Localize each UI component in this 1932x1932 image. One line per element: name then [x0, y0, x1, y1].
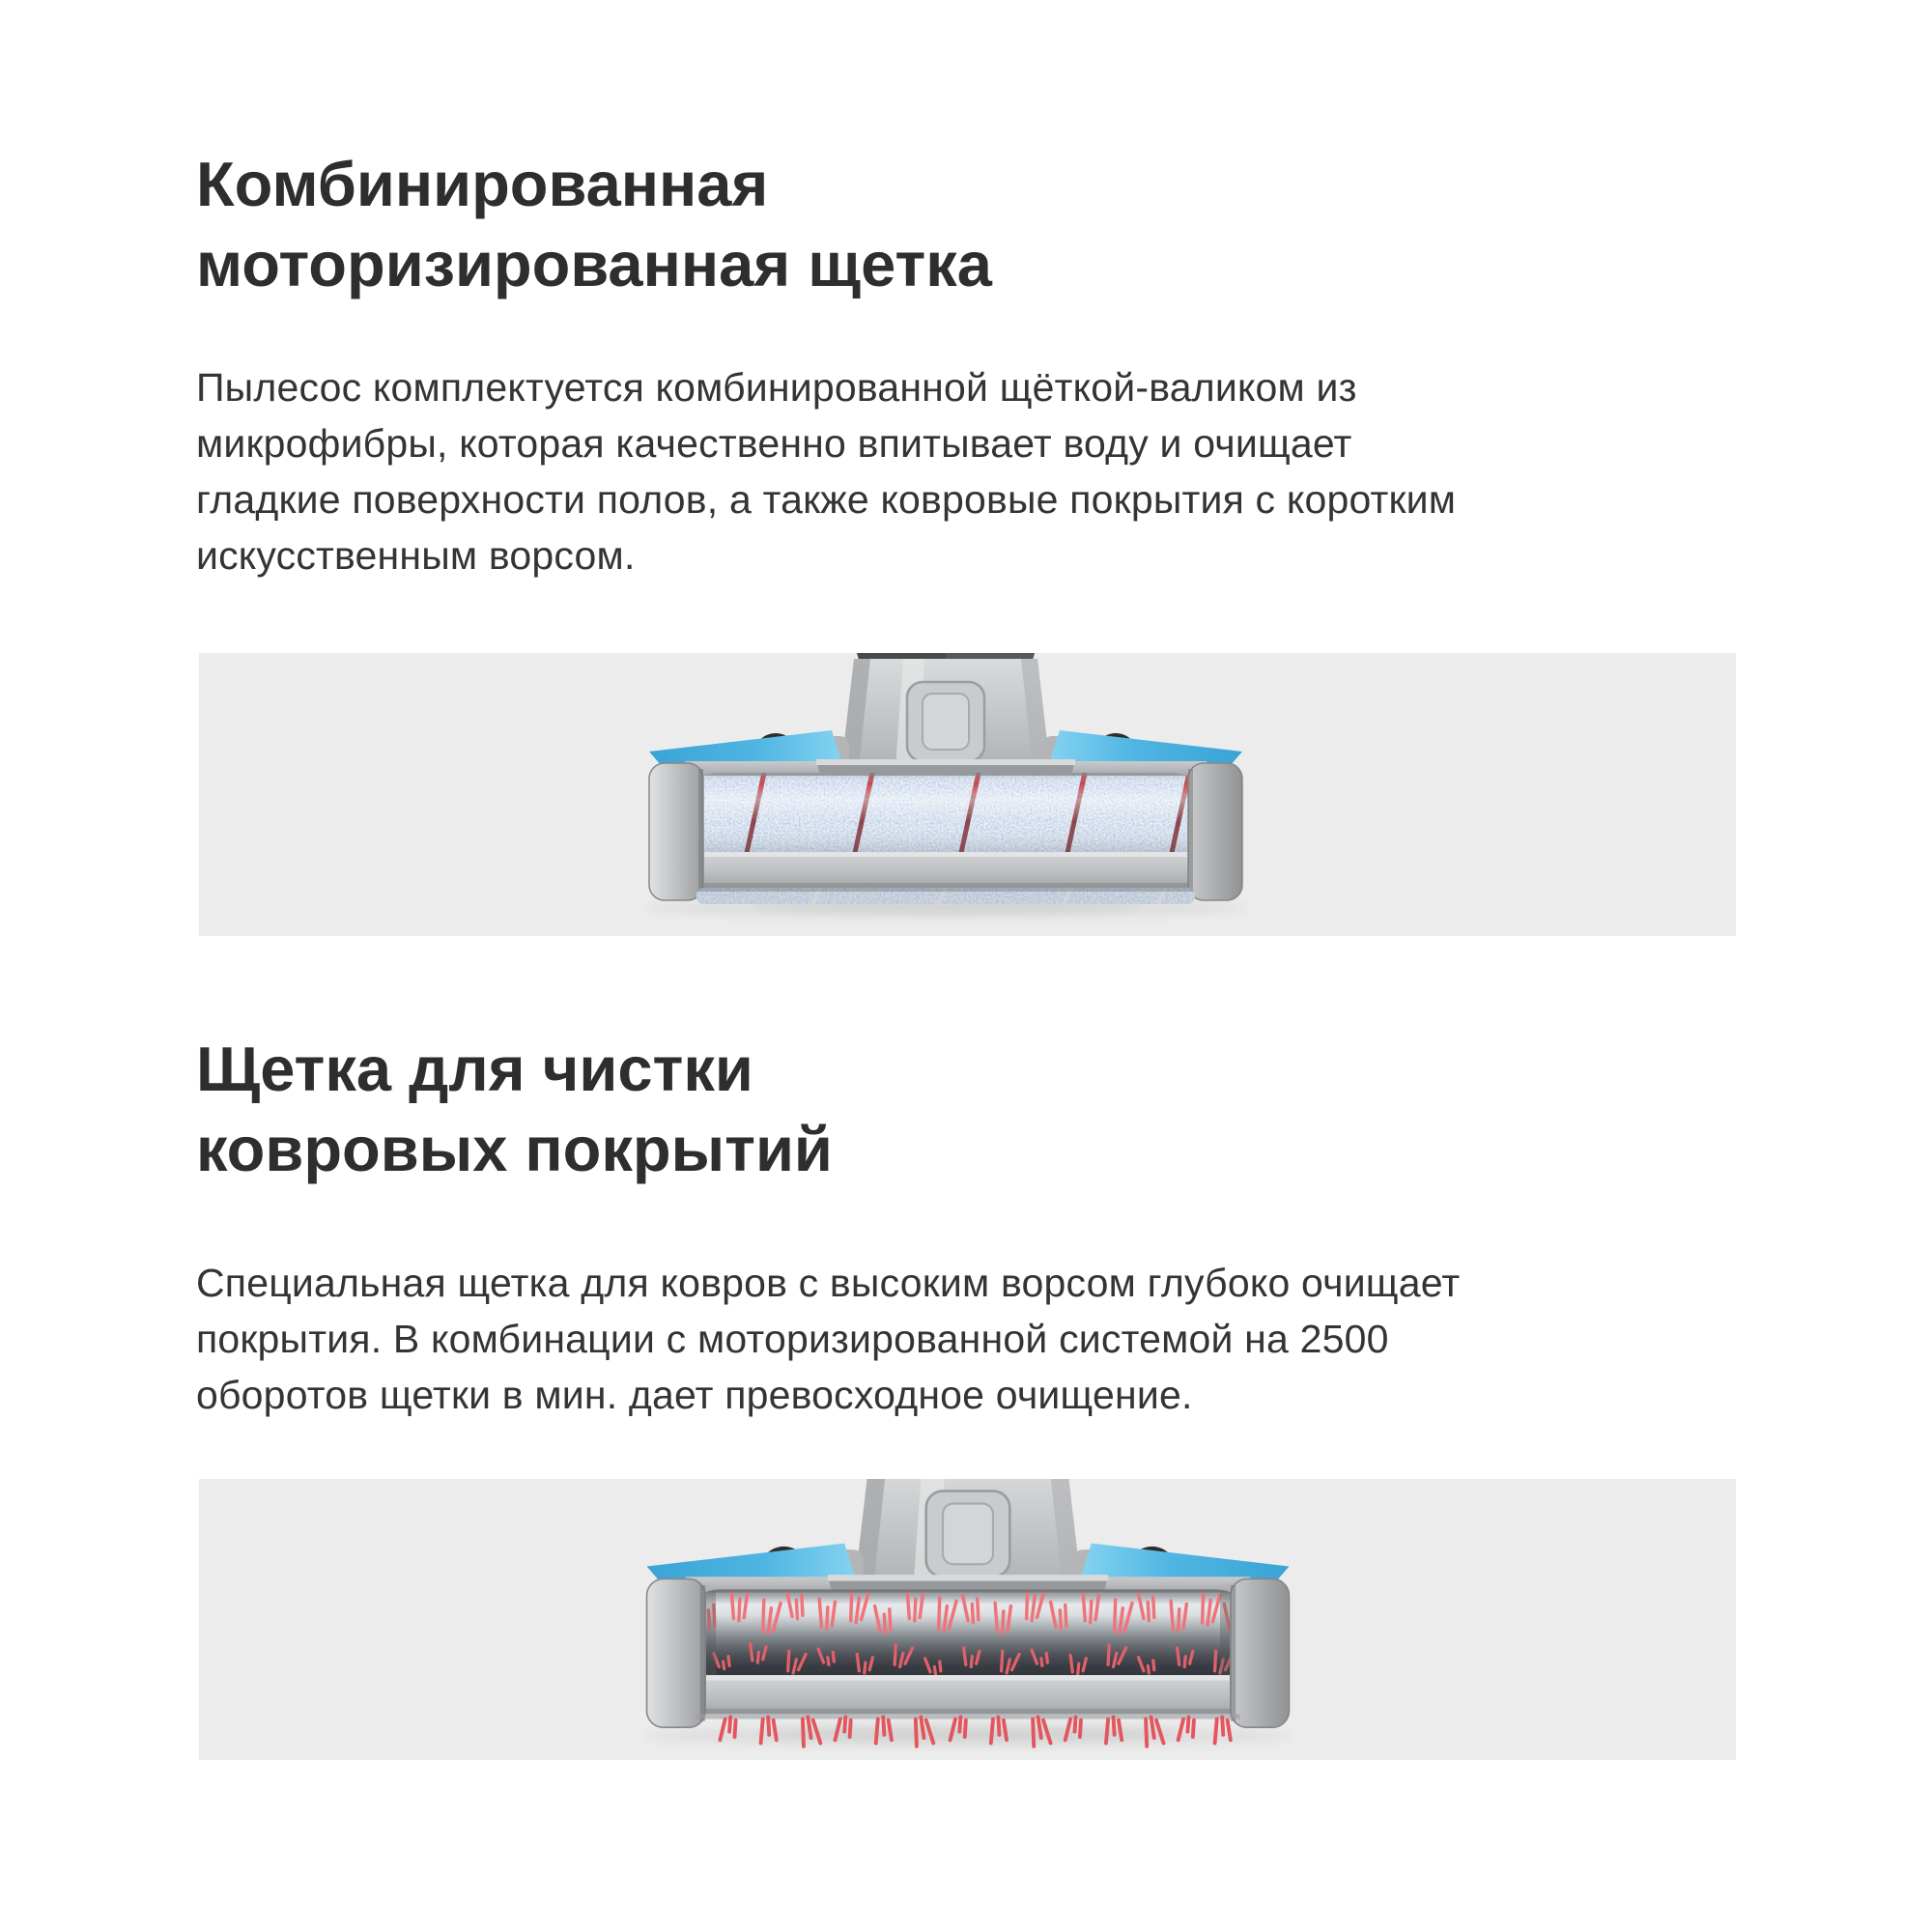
vacuum-head-combo-roller-illustration [199, 653, 1736, 936]
heading-line: ковровых покрытий [196, 1114, 833, 1184]
paragraph-line: искусственным ворсом. [196, 533, 636, 578]
paragraph-line: Специальная щетка для ковров с высоким ворсом глубоко очищает [196, 1261, 1461, 1305]
heading-line: Комбинированная [196, 149, 769, 219]
paragraph-line: Пылесос комплектуется комбинированной щёткой-валиком из [196, 365, 1357, 410]
paragraph-line: покрытия. В комбинации с моторизированной системой на 2500 [196, 1317, 1389, 1361]
section-title-combo-brush [196, 144, 992, 304]
carpet-brush-image-panel [199, 1479, 1736, 1760]
microfiber-roller [674, 773, 1217, 862]
paragraph-line: гладкие поверхности полов, а также ковровые покрытия с коротким [196, 477, 1457, 522]
paragraph-line: микрофибры, которая качественно впитывает воду и очищает [196, 421, 1352, 466]
paragraph-line: оборотов щетки в мин. дает превосходное очищение. [196, 1373, 1193, 1417]
vacuum-head-1 [644, 653, 1247, 918]
roller-underside [696, 888, 1195, 904]
section-title-carpet-brush [196, 1029, 833, 1189]
vacuum-head-carpet-roller-illustration [199, 1479, 1736, 1760]
section-text-carpet-brush [196, 1255, 1460, 1423]
section-text-combo-brush [196, 359, 1456, 583]
heading-line: моторизированная щетка [196, 229, 992, 299]
carpet-bristle-roller [674, 1587, 1263, 1686]
heading-line: Щетка для чистки [196, 1034, 753, 1104]
combo-brush-image-panel [199, 653, 1736, 936]
vacuum-head-2 [641, 1479, 1294, 1747]
